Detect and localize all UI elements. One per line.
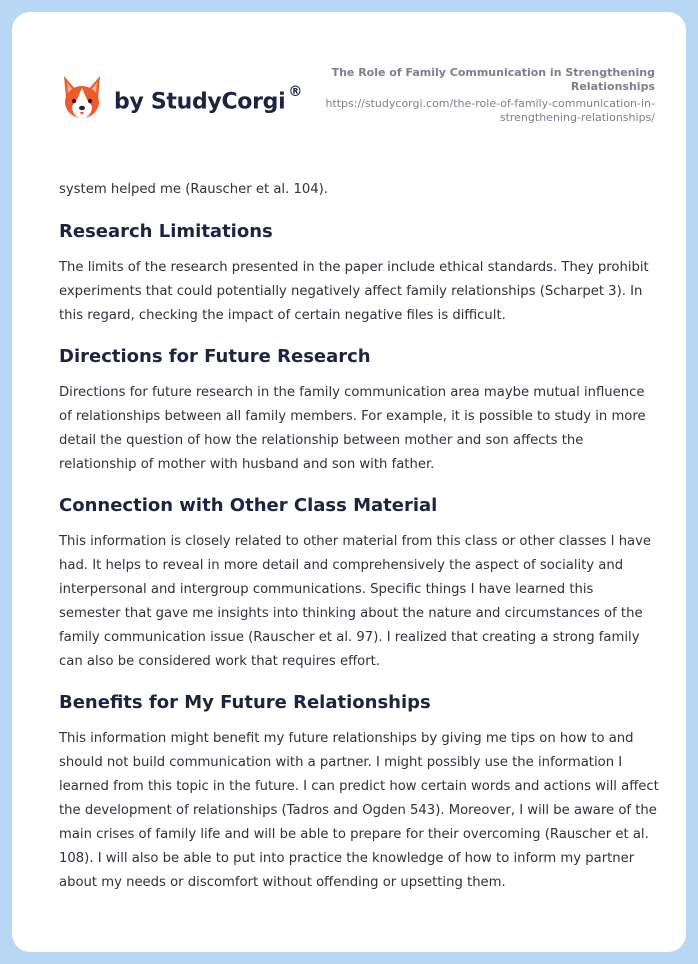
- section-paragraph: Directions for future research in the family communication area maybe mutual influence of relationships between all family members. For example, it is possible to study in more detail the question of how the relationship between mother and son affects the relationship of mother with husband and son with father.: [59, 385, 646, 472]
- document-url[interactable]: https://studycorgi.com/the-role-of-family-communication-in-strengthening-relationships/: [325, 97, 655, 124]
- section-paragraph: This information might benefit my future relationships by giving me tips on how to and should not build communication with a partner. I might possibly use the information I learned from this topic in the future. I can predict how certain words and actions will affect the development of relationships (Tadros and Ogden 543). Moreover, I will be aware of the main crises of family life and will be able to prepare for their overcoming (Rauscher et al. 108). I will also be able to put into practice the knowledge of how to inform my partner about my needs or discomfort without offending or upsetting them.: [59, 731, 659, 890]
- section-benefits-future-relationships: [59, 691, 659, 895]
- section-heading: Research Limitations: [59, 221, 273, 242]
- brand-name: by StudyCorgi ®: [114, 83, 303, 115]
- registered-mark: ®: [288, 83, 303, 100]
- section-heading: Directions for Future Research: [59, 346, 371, 367]
- section-heading: Benefits for My Future Relationships: [59, 692, 431, 713]
- corgi-logo-icon: [60, 74, 104, 122]
- section-research-limitations: [59, 220, 659, 328]
- document-page: [12, 12, 686, 952]
- section-connection-class-material: [59, 494, 659, 674]
- lead-paragraph: system helped me (Rauscher et al. 104).: [59, 182, 328, 197]
- studycorgi-logo[interactable]: [60, 74, 302, 122]
- section-heading: Connection with Other Class Material: [59, 495, 438, 516]
- document-body: [59, 178, 659, 912]
- section-directions-future-research: [59, 345, 659, 477]
- document-title: The Role of Family Communication in Strengthening Relationships: [331, 66, 655, 93]
- document-meta: [295, 66, 655, 125]
- section-paragraph: This information is closely related to other material from this class or other classes I have had. It helps to reveal in more detail and comprehensively the aspect of sociality and interpersonal and intergroup communications. Specific things I have learned this semester that gave me insights into thinking about the nature and circumstances of the family communication issue (Rauscher et al. 97). I realized that creating a strong family can also be considered work that requires effort.: [59, 534, 652, 669]
- section-paragraph: The limits of the research presented in the paper include ethical standards. They prohibit experiments that could potentially negatively affect family relationships (Scharpet 3). In this regard, checking the impact of certain negative files is difficult.: [59, 260, 649, 323]
- page-header: [12, 12, 686, 172]
